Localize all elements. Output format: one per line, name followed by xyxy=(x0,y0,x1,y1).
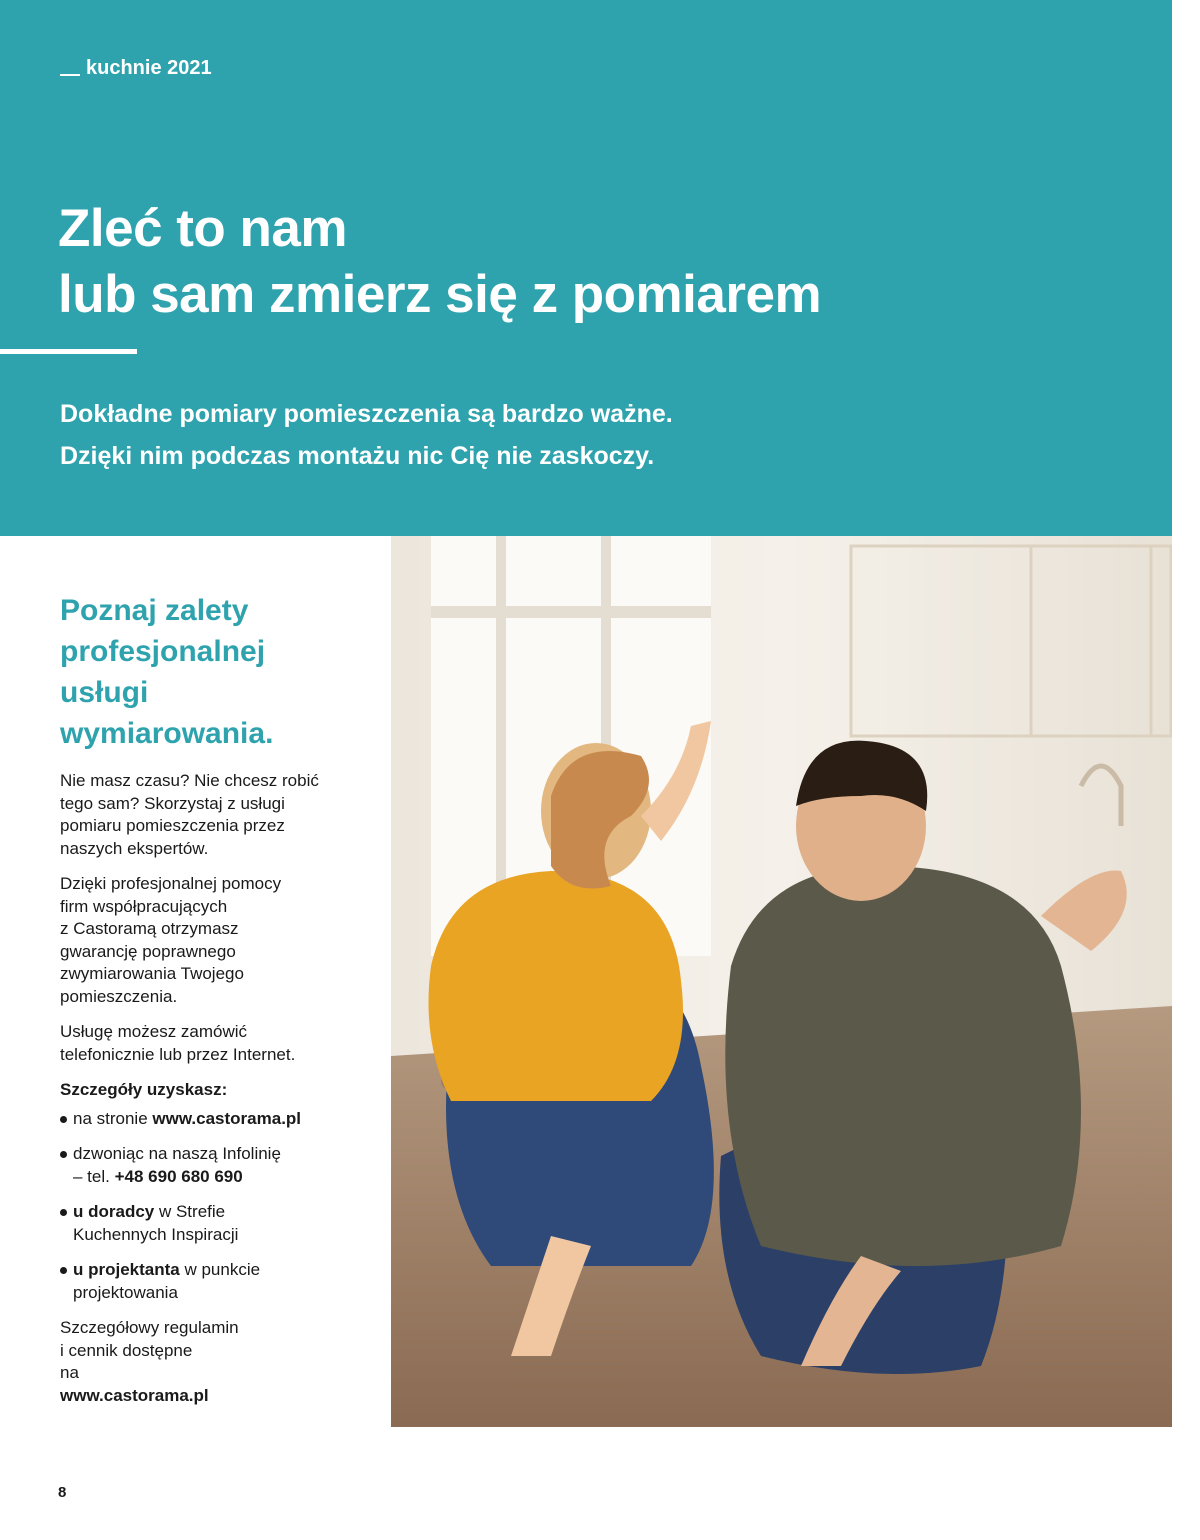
website-link[interactable]: www.castorama.pl xyxy=(152,1108,302,1128)
bullet-line: projektowania xyxy=(73,1282,178,1302)
para2-line: z Castoramą otrzymasz xyxy=(60,919,239,938)
bullet-line xyxy=(73,1259,380,1282)
bullet-text: – tel. xyxy=(73,1166,115,1186)
bullet-line xyxy=(73,1201,380,1224)
para3-line: Usługę możesz zamówić xyxy=(60,1022,248,1041)
para1-line: tego sam? Skorzystaj z usługi xyxy=(60,793,285,813)
section-subheading xyxy=(60,590,273,754)
hero-banner xyxy=(0,0,1172,536)
bullet-line: Kuchennych Inspiracji xyxy=(73,1224,239,1244)
para3-line: telefonicznie lub przez Internet. xyxy=(60,1044,296,1064)
terms-line: i cennik dostępne xyxy=(60,1340,193,1360)
section-label-text: kuchnie 2021 xyxy=(86,57,212,79)
couple-photo xyxy=(391,536,1172,1427)
para2-line: firm współpracujących xyxy=(60,896,228,916)
body-column xyxy=(60,770,380,1420)
lead-line-2: Dzięki nim podczas montażu nic Cię nie zaskoczy. xyxy=(60,442,655,470)
bullet-text: w Strefie xyxy=(154,1202,226,1221)
subhead-line-3: usługi xyxy=(60,676,149,709)
details-heading: Szczegóły uzyskasz: xyxy=(60,1080,228,1099)
para2-line: pomieszczenia. xyxy=(60,986,178,1006)
bullet-bold-text: u doradcy xyxy=(73,1202,155,1221)
paragraph-3 xyxy=(60,1021,380,1066)
terms-text: na xyxy=(60,1363,79,1382)
bullet-text: na stronie xyxy=(73,1108,153,1128)
page-title xyxy=(58,196,821,328)
paragraph-1 xyxy=(60,770,380,860)
subhead-line-2: profesjonalnej xyxy=(60,635,266,668)
bullet-bold-text: u projektanta xyxy=(73,1260,180,1279)
label-dash xyxy=(60,74,80,76)
list-item xyxy=(60,1108,380,1131)
bullet-line xyxy=(73,1108,380,1131)
bullet-line: dzwoniąc na naszą Infolinię xyxy=(73,1144,281,1163)
lead-text xyxy=(60,393,673,477)
para1-line: naszych ekspertów. xyxy=(60,838,209,858)
para1-line: Nie masz czasu? Nie chcesz robić xyxy=(60,771,319,790)
paragraph-2 xyxy=(60,873,380,1008)
subhead-line-4: wymiarowania. xyxy=(60,717,274,750)
para1-line: pomiaru pomieszczenia przez xyxy=(60,816,285,835)
page-number: 8 xyxy=(58,1484,67,1501)
list-item xyxy=(60,1201,380,1246)
window-frame xyxy=(431,606,711,618)
phone-number[interactable]: +48 690 680 690 xyxy=(114,1166,243,1186)
bullet-line xyxy=(73,1166,380,1189)
title-divider xyxy=(0,349,137,354)
terms-note xyxy=(60,1317,380,1407)
section-label xyxy=(60,57,212,80)
terms-line: Szczegółowy regulamin xyxy=(60,1318,239,1337)
lead-line-1: Dokładne pomiary pomieszczenia są bardzo ważne. xyxy=(60,400,673,428)
title-line-2: lub sam zmierz się z pomiarem xyxy=(58,265,822,324)
list-item xyxy=(60,1143,380,1188)
couple-photo-illustration xyxy=(391,536,1172,1427)
para2-line: zwymiarowania Twojego xyxy=(60,964,244,983)
woman-shirt xyxy=(429,871,684,1101)
para2-line: Dzięki profesjonalnej pomocy xyxy=(60,874,282,893)
man-shirt xyxy=(725,866,1081,1266)
contact-list xyxy=(60,1108,380,1305)
para2-line: gwarancję poprawnego xyxy=(60,941,236,961)
title-line-1: Zleć to nam xyxy=(58,199,348,258)
subhead-line-1: Poznaj zalety xyxy=(60,594,249,627)
terms-website-link[interactable]: www.castorama.pl xyxy=(60,1385,209,1405)
terms-line xyxy=(60,1362,380,1407)
bullet-text: w punkcie xyxy=(179,1260,261,1279)
list-item xyxy=(60,1259,380,1304)
